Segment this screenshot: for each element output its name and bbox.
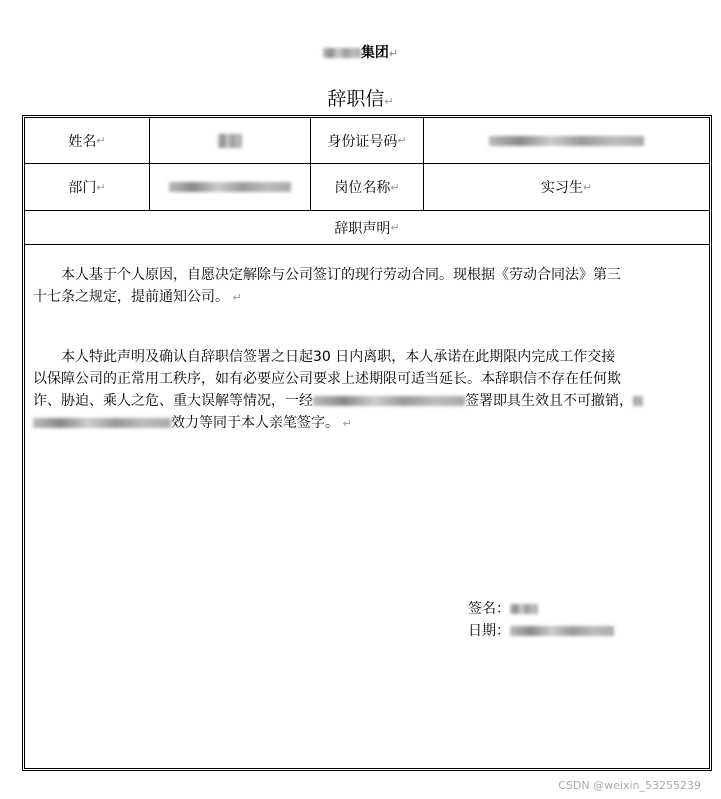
- redacted-dept: [169, 182, 291, 192]
- signature-line: [468, 598, 538, 618]
- redacted-text: [313, 396, 465, 406]
- statement-header-cell: 辞职声明 ↵: [25, 211, 709, 245]
- name-label: 姓名: [68, 133, 97, 150]
- body-line: 本人基于个人原因，自愿决定解除与公司签订的现行劳动合同。现根据《劳动合同法》第三: [33, 267, 621, 283]
- redacted-text: [323, 48, 361, 58]
- company-suffix: 集团: [360, 45, 389, 61]
- dept-label: 部门: [68, 180, 97, 196]
- position-value: 实习生: [540, 180, 583, 196]
- id-label-cell: 身份证号码 ↵: [311, 118, 424, 164]
- id-value-cell: [424, 118, 709, 164]
- resignation-table: [22, 115, 712, 771]
- body-line: 本人特此声明及确认自辞职信签署之日起30 日内离职，本人承诺在此期限内完成工作交接: [33, 349, 616, 365]
- name-label-cell: 姓名 ↵: [25, 118, 150, 164]
- body-line: 十七条之规定，提前通知公司。 ↵: [33, 289, 242, 305]
- date-line: [468, 620, 614, 640]
- body-text: 诈、胁迫、乘人之危、重大误解等情况，一经: [33, 393, 313, 409]
- body-line: 效力等同于本人亲笔签字。 ↵: [33, 412, 352, 435]
- id-label: 身份证号码: [327, 133, 398, 150]
- redacted-date: [510, 626, 614, 636]
- title-text: 辞职信: [327, 88, 385, 110]
- redacted-name: [218, 134, 242, 148]
- watermark: CSDN @weixin_53255239: [558, 779, 701, 792]
- statement-label: 辞职声明: [334, 220, 391, 237]
- company-name: 集团↵: [0, 42, 721, 62]
- name-value-cell: [150, 118, 311, 164]
- dept-label-cell: 部门 ↵: [25, 164, 150, 211]
- document-title: 辞职信↵: [327, 88, 394, 110]
- position-label-cell: 岗位名称 ↵: [311, 164, 424, 211]
- sign-label: 签名：: [468, 601, 510, 617]
- position-label: 岗位名称: [334, 180, 391, 196]
- redacted-text: [33, 418, 171, 428]
- position-value-cell: 实习生 ↵: [424, 164, 709, 211]
- body-text: 效力等同于本人亲笔签字。: [171, 415, 339, 431]
- redacted-signature: [510, 604, 538, 614]
- redacted-id: [489, 136, 644, 146]
- body-line: [33, 390, 643, 412]
- redacted-text: [633, 396, 643, 406]
- body-line: 以保障公司的正常用工秩序，如有必要应公司要求上述期限可适当延长。本辞职信不存在任何欺: [33, 371, 621, 387]
- body-text: 签署即具生效且不可撤销，: [465, 393, 633, 409]
- dept-value-cell: [150, 164, 311, 211]
- date-label: 日期：: [468, 623, 510, 639]
- body-text: 十七条之规定，提前通知公司。: [33, 289, 229, 305]
